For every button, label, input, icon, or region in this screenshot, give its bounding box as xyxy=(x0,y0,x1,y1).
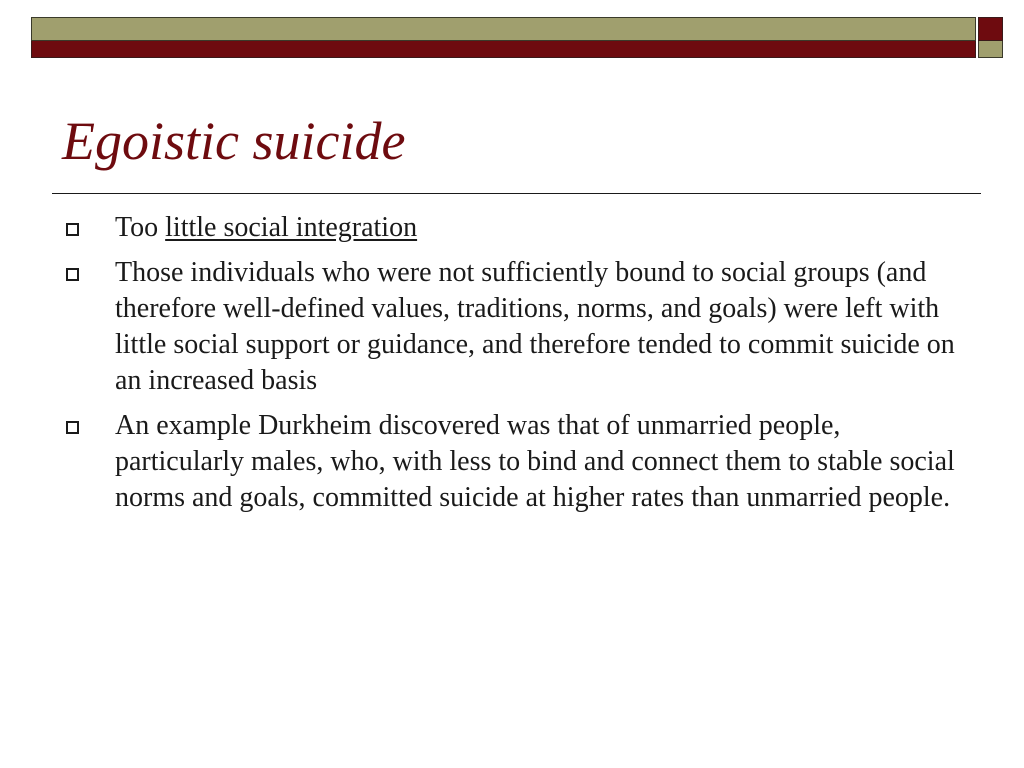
bullet-item xyxy=(62,408,972,516)
slide-title: Egoistic suicide xyxy=(62,111,406,171)
header-band-maroon xyxy=(31,41,976,58)
bullet-item xyxy=(62,210,972,246)
bullet-list xyxy=(62,210,972,525)
bullet-text: Those individuals who were not sufficiently bound to social groups (and therefore well-defined values, traditions, norms, and goals) were left with little social support or guidance, and therefore tended to commit suicide on an increased basis xyxy=(115,257,955,396)
bullet-text: An example Durkheim discovered was that of unmarried people, particularly males, who, with less to bind and connect them to stable social norms and goals, committed suicide at higher rates than unmarried people. xyxy=(115,410,955,513)
header-square-olive xyxy=(978,41,1003,58)
header-band-olive xyxy=(31,17,976,41)
hollow-square-icon xyxy=(66,421,79,434)
bullet-item xyxy=(62,255,972,399)
hollow-square-icon xyxy=(66,223,79,236)
bullet-text-underlined: little social integration xyxy=(165,212,418,243)
title-divider xyxy=(52,193,981,194)
header-square-maroon xyxy=(978,17,1003,41)
hollow-square-icon xyxy=(66,268,79,281)
bullet-text-prefix: Too xyxy=(115,212,166,243)
